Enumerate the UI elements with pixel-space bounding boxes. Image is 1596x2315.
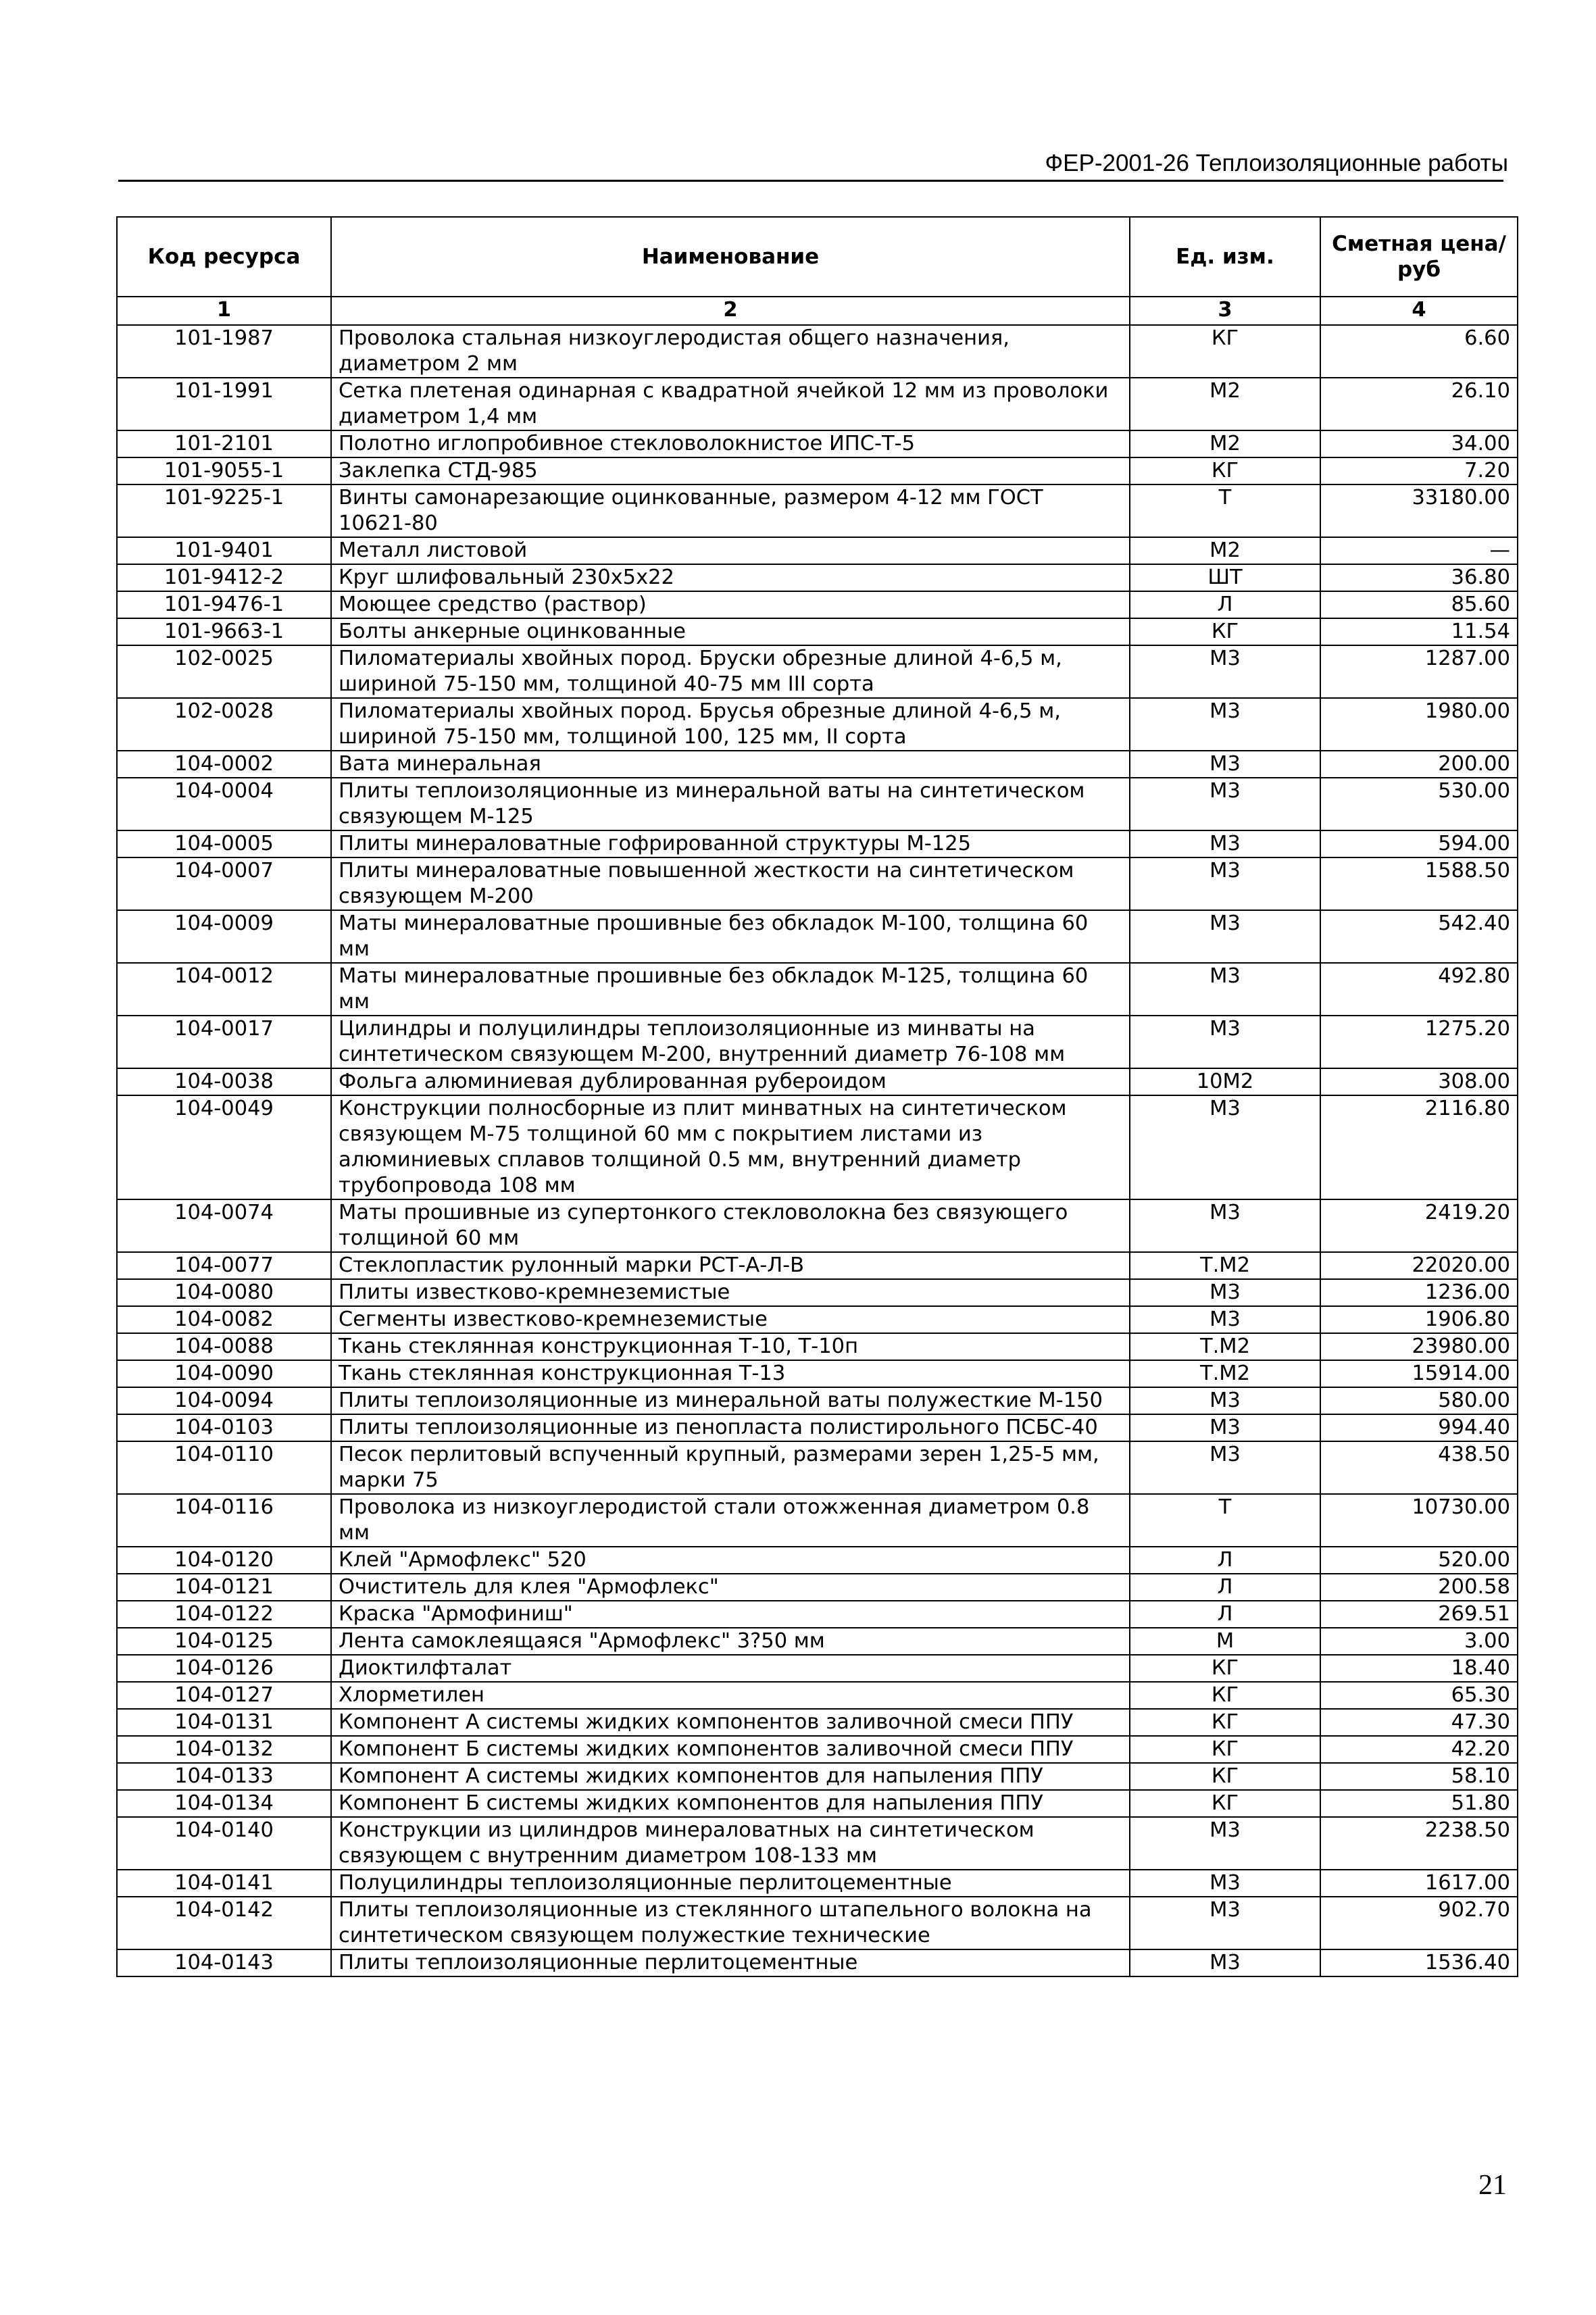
name-cell: Маты минераловатные прошивные без обкладок М-125, толщина 60 мм bbox=[331, 963, 1130, 1016]
unit-cell: М3 bbox=[1130, 1199, 1320, 1252]
name-cell: Фольга алюминиевая дублированная рубероидом bbox=[331, 1068, 1130, 1095]
column-header-name: Наименование bbox=[331, 217, 1130, 297]
name-cell: Ткань стеклянная конструкционная Т-13 bbox=[331, 1360, 1130, 1387]
code-cell: 104-0141 bbox=[117, 1870, 331, 1897]
code-cell: 102-0028 bbox=[117, 698, 331, 751]
table-row bbox=[117, 537, 1518, 564]
name-cell: Плиты известково-кремнеземистые bbox=[331, 1279, 1130, 1306]
table-row bbox=[117, 1628, 1518, 1655]
table-row bbox=[117, 963, 1518, 1016]
table-row bbox=[117, 645, 1518, 698]
unit-cell: М3 bbox=[1130, 857, 1320, 910]
code-cell: 104-0038 bbox=[117, 1068, 331, 1095]
unit-cell: КГ bbox=[1130, 1655, 1320, 1682]
name-cell: Плиты минераловатные гофрированной структуры М-125 bbox=[331, 830, 1130, 857]
table-row bbox=[117, 1682, 1518, 1709]
name-cell: Лента самоклеящаяся "Армофлекс" 3?50 мм bbox=[331, 1628, 1130, 1655]
code-cell: 104-0012 bbox=[117, 963, 331, 1016]
name-cell: Компонент Б системы жидких компонентов заливочной смеси ППУ bbox=[331, 1736, 1130, 1763]
table-row bbox=[117, 1252, 1518, 1279]
unit-cell: М3 bbox=[1130, 1949, 1320, 1976]
price-cell: 58.10 bbox=[1320, 1763, 1518, 1790]
page-number: 21 bbox=[1478, 2170, 1507, 2201]
unit-cell: КГ bbox=[1130, 1682, 1320, 1709]
table-row bbox=[117, 1547, 1518, 1574]
name-cell: Компонент А системы жидких компонентов заливочной смеси ППУ bbox=[331, 1709, 1130, 1736]
table-row bbox=[117, 325, 1518, 378]
price-cell: 1275.20 bbox=[1320, 1016, 1518, 1068]
name-cell: Проволока из низкоуглеродистой стали отожженная диаметром 0.8 мм bbox=[331, 1494, 1130, 1547]
unit-cell: М3 bbox=[1130, 751, 1320, 778]
unit-cell: КГ bbox=[1130, 1709, 1320, 1736]
price-cell: 594.00 bbox=[1320, 830, 1518, 857]
price-cell: — bbox=[1320, 537, 1518, 564]
name-cell: Очиститель для клея "Армофлекс" bbox=[331, 1574, 1130, 1601]
table-row bbox=[117, 618, 1518, 645]
table-row bbox=[117, 1870, 1518, 1897]
unit-cell: КГ bbox=[1130, 325, 1320, 378]
unit-cell: Л bbox=[1130, 591, 1320, 618]
table-row bbox=[117, 857, 1518, 910]
name-cell: Маты минераловатные прошивные без обкладок М-100, толщина 60 мм bbox=[331, 910, 1130, 963]
table-row bbox=[117, 1068, 1518, 1095]
document-header-title: ФЕР-2001-26 Теплоизоляционные работы bbox=[1045, 150, 1508, 176]
unit-cell: М3 bbox=[1130, 1870, 1320, 1897]
price-cell: 492.80 bbox=[1320, 963, 1518, 1016]
name-cell: Заклепка СТД-985 bbox=[331, 457, 1130, 484]
price-cell: 6.60 bbox=[1320, 325, 1518, 378]
table-row bbox=[117, 1949, 1518, 1976]
price-cell: 1236.00 bbox=[1320, 1279, 1518, 1306]
name-cell: Плиты минераловатные повышенной жесткости на синтетическом связующем М-200 bbox=[331, 857, 1130, 910]
unit-cell: ШТ bbox=[1130, 564, 1320, 591]
code-cell: 101-9055-1 bbox=[117, 457, 331, 484]
price-cell: 1588.50 bbox=[1320, 857, 1518, 910]
code-cell: 104-0074 bbox=[117, 1199, 331, 1252]
table-row bbox=[117, 1817, 1518, 1870]
table-row bbox=[117, 778, 1518, 830]
name-cell: Пиломатериалы хвойных пород. Бруски обрезные длиной 4-6,5 м, шириной 75-150 мм, толщиной 40-75 мм III сорта bbox=[331, 645, 1130, 698]
table-row bbox=[117, 484, 1518, 537]
table-row bbox=[117, 457, 1518, 484]
unit-cell: Т.М2 bbox=[1130, 1360, 1320, 1387]
price-cell: 308.00 bbox=[1320, 1068, 1518, 1095]
table-row bbox=[117, 830, 1518, 857]
name-cell: Сетка плетеная одинарная с квадратной ячейкой 12 мм из проволоки диаметром 1,4 мм bbox=[331, 378, 1130, 430]
price-cell: 1287.00 bbox=[1320, 645, 1518, 698]
name-cell: Плиты теплоизоляционные из минеральной ваты на синтетическом связующем М-125 bbox=[331, 778, 1130, 830]
price-cell: 2116.80 bbox=[1320, 1095, 1518, 1199]
name-cell: Плиты теплоизоляционные из пенопласта полистирольного ПСБС-40 bbox=[331, 1414, 1130, 1441]
code-cell: 104-0077 bbox=[117, 1252, 331, 1279]
unit-cell: М2 bbox=[1130, 430, 1320, 457]
unit-cell: Т.М2 bbox=[1130, 1252, 1320, 1279]
unit-cell: М3 bbox=[1130, 1817, 1320, 1870]
price-cell: 26.10 bbox=[1320, 378, 1518, 430]
table-row bbox=[117, 1414, 1518, 1441]
price-cell: 11.54 bbox=[1320, 618, 1518, 645]
unit-cell: М3 bbox=[1130, 1016, 1320, 1068]
code-cell: 104-0103 bbox=[117, 1414, 331, 1441]
price-cell: 580.00 bbox=[1320, 1387, 1518, 1414]
name-cell: Пиломатериалы хвойных пород. Брусья обрезные длиной 4-6,5 м, шириной 75-150 мм, толщиной 100, 125 мм, II сорта bbox=[331, 698, 1130, 751]
unit-cell: Т bbox=[1130, 1494, 1320, 1547]
code-cell: 101-9225-1 bbox=[117, 484, 331, 537]
column-header-code: Код ресурса bbox=[117, 217, 331, 297]
code-cell: 104-0120 bbox=[117, 1547, 331, 1574]
code-cell: 104-0002 bbox=[117, 751, 331, 778]
unit-cell: Т bbox=[1130, 484, 1320, 537]
code-cell: 104-0110 bbox=[117, 1441, 331, 1494]
price-cell: 1536.40 bbox=[1320, 1949, 1518, 1976]
table-row bbox=[117, 1016, 1518, 1068]
code-cell: 104-0007 bbox=[117, 857, 331, 910]
table-row bbox=[117, 1306, 1518, 1333]
unit-cell: М3 bbox=[1130, 963, 1320, 1016]
unit-cell: КГ bbox=[1130, 1763, 1320, 1790]
code-cell: 104-0122 bbox=[117, 1601, 331, 1628]
price-cell: 18.40 bbox=[1320, 1655, 1518, 1682]
price-cell: 15914.00 bbox=[1320, 1360, 1518, 1387]
table-row bbox=[117, 1897, 1518, 1949]
unit-cell: М3 bbox=[1130, 645, 1320, 698]
column-number: 3 bbox=[1130, 297, 1320, 325]
table-row bbox=[117, 1601, 1518, 1628]
price-cell: 36.80 bbox=[1320, 564, 1518, 591]
unit-cell: М3 bbox=[1130, 1306, 1320, 1333]
unit-cell: М3 bbox=[1130, 830, 1320, 857]
code-cell: 104-0132 bbox=[117, 1736, 331, 1763]
code-cell: 104-0126 bbox=[117, 1655, 331, 1682]
resource-price-table bbox=[116, 216, 1518, 1977]
code-cell: 104-0127 bbox=[117, 1682, 331, 1709]
code-cell: 104-0142 bbox=[117, 1897, 331, 1949]
unit-cell: М2 bbox=[1130, 537, 1320, 564]
price-cell: 22020.00 bbox=[1320, 1252, 1518, 1279]
table-row bbox=[117, 1387, 1518, 1414]
price-cell: 530.00 bbox=[1320, 778, 1518, 830]
price-cell: 42.20 bbox=[1320, 1736, 1518, 1763]
price-cell: 2238.50 bbox=[1320, 1817, 1518, 1870]
price-cell: 51.80 bbox=[1320, 1790, 1518, 1817]
price-cell: 23980.00 bbox=[1320, 1333, 1518, 1360]
price-cell: 542.40 bbox=[1320, 910, 1518, 963]
code-cell: 104-0082 bbox=[117, 1306, 331, 1333]
name-cell: Хлорметилен bbox=[331, 1682, 1130, 1709]
code-cell: 101-2101 bbox=[117, 430, 331, 457]
unit-cell: М3 bbox=[1130, 778, 1320, 830]
price-cell: 1617.00 bbox=[1320, 1870, 1518, 1897]
name-cell: Металл листовой bbox=[331, 537, 1130, 564]
column-number: 4 bbox=[1320, 297, 1518, 325]
code-cell: 101-9401 bbox=[117, 537, 331, 564]
price-cell: 200.00 bbox=[1320, 751, 1518, 778]
table-row bbox=[117, 1736, 1518, 1763]
unit-cell: 10М2 bbox=[1130, 1068, 1320, 1095]
unit-cell: Л bbox=[1130, 1601, 1320, 1628]
table-row bbox=[117, 1279, 1518, 1306]
code-cell: 104-0134 bbox=[117, 1790, 331, 1817]
unit-cell: М2 bbox=[1130, 378, 1320, 430]
price-cell: 3.00 bbox=[1320, 1628, 1518, 1655]
name-cell: Круг шлифовальный 230х5х22 bbox=[331, 564, 1130, 591]
column-header-unit: Ед. изм. bbox=[1130, 217, 1320, 297]
column-number-row bbox=[117, 297, 1518, 325]
unit-cell: Л bbox=[1130, 1574, 1320, 1601]
name-cell: Ткань стеклянная конструкционная Т-10, Т-10п bbox=[331, 1333, 1130, 1360]
code-cell: 104-0005 bbox=[117, 830, 331, 857]
code-cell: 104-0049 bbox=[117, 1095, 331, 1199]
price-cell: 994.40 bbox=[1320, 1414, 1518, 1441]
column-number: 1 bbox=[117, 297, 331, 325]
unit-cell: КГ bbox=[1130, 1790, 1320, 1817]
header-rule bbox=[118, 180, 1503, 182]
table-row bbox=[117, 1574, 1518, 1601]
name-cell: Полотно иглопробивное стекловолокнистое ИПС-Т-5 bbox=[331, 430, 1130, 457]
name-cell: Моющее средство (раствор) bbox=[331, 591, 1130, 618]
price-cell: 33180.00 bbox=[1320, 484, 1518, 537]
unit-cell: КГ bbox=[1130, 457, 1320, 484]
unit-cell: Т.М2 bbox=[1130, 1333, 1320, 1360]
code-cell: 104-0140 bbox=[117, 1817, 331, 1870]
table-row bbox=[117, 698, 1518, 751]
price-cell: 1906.80 bbox=[1320, 1306, 1518, 1333]
table-row bbox=[117, 910, 1518, 963]
price-cell: 65.30 bbox=[1320, 1682, 1518, 1709]
price-cell: 902.70 bbox=[1320, 1897, 1518, 1949]
code-cell: 104-0094 bbox=[117, 1387, 331, 1414]
code-cell: 102-0025 bbox=[117, 645, 331, 698]
name-cell: Плиты теплоизоляционные из стеклянного штапельного волокна на синтетическом связующем полужесткие технические bbox=[331, 1897, 1130, 1949]
code-cell: 104-0121 bbox=[117, 1574, 331, 1601]
name-cell: Краска "Армофиниш" bbox=[331, 1601, 1130, 1628]
table-row bbox=[117, 591, 1518, 618]
table-row bbox=[117, 430, 1518, 457]
price-cell: 1980.00 bbox=[1320, 698, 1518, 751]
table-row bbox=[117, 1494, 1518, 1547]
unit-cell: М bbox=[1130, 1628, 1320, 1655]
table-row bbox=[117, 1790, 1518, 1817]
table-row bbox=[117, 378, 1518, 430]
name-cell: Компонент А системы жидких компонентов для напыления ППУ bbox=[331, 1763, 1130, 1790]
name-cell: Стеклопластик рулонный марки РСТ-А-Л-В bbox=[331, 1252, 1130, 1279]
price-cell: 7.20 bbox=[1320, 457, 1518, 484]
table-row bbox=[117, 564, 1518, 591]
name-cell: Клей "Армофлекс" 520 bbox=[331, 1547, 1130, 1574]
price-cell: 34.00 bbox=[1320, 430, 1518, 457]
table-header-row bbox=[117, 217, 1518, 297]
code-cell: 101-1987 bbox=[117, 325, 331, 378]
name-cell: Диоктилфталат bbox=[331, 1655, 1130, 1682]
code-cell: 104-0009 bbox=[117, 910, 331, 963]
code-cell: 101-1991 bbox=[117, 378, 331, 430]
unit-cell: М3 bbox=[1130, 1897, 1320, 1949]
price-cell: 10730.00 bbox=[1320, 1494, 1518, 1547]
unit-cell: М3 bbox=[1130, 1414, 1320, 1441]
table-row bbox=[117, 1360, 1518, 1387]
column-header-price: Сметная цена/руб bbox=[1320, 217, 1518, 297]
price-cell: 269.51 bbox=[1320, 1601, 1518, 1628]
code-cell: 104-0143 bbox=[117, 1949, 331, 1976]
name-cell: Проволока стальная низкоуглеродистая общего назначения, диаметром 2 мм bbox=[331, 325, 1130, 378]
name-cell: Болты анкерные оцинкованные bbox=[331, 618, 1130, 645]
table-row bbox=[117, 1333, 1518, 1360]
price-cell: 85.60 bbox=[1320, 591, 1518, 618]
table-row bbox=[117, 751, 1518, 778]
column-number: 2 bbox=[331, 297, 1130, 325]
name-cell: Песок перлитовый вспученный крупный, размерами зерен 1,25-5 мм, марки 75 bbox=[331, 1441, 1130, 1494]
name-cell: Полуцилиндры теплоизоляционные перлитоцементные bbox=[331, 1870, 1130, 1897]
code-cell: 104-0116 bbox=[117, 1494, 331, 1547]
name-cell: Конструкции из цилиндров минераловатных на синтетическом связующем с внутренним диаметром 108-133 мм bbox=[331, 1817, 1130, 1870]
price-cell: 438.50 bbox=[1320, 1441, 1518, 1494]
unit-cell: М3 bbox=[1130, 1279, 1320, 1306]
unit-cell: Л bbox=[1130, 1547, 1320, 1574]
name-cell: Цилиндры и полуцилиндры теплоизоляционные из минваты на синтетическом связующем М-200, внутренний диаметр 76-108 мм bbox=[331, 1016, 1130, 1068]
code-cell: 101-9412-2 bbox=[117, 564, 331, 591]
code-cell: 101-9663-1 bbox=[117, 618, 331, 645]
unit-cell: М3 bbox=[1130, 910, 1320, 963]
code-cell: 104-0080 bbox=[117, 1279, 331, 1306]
name-cell: Плиты теплоизоляционные из минеральной ваты полужесткие М-150 bbox=[331, 1387, 1130, 1414]
table-row bbox=[117, 1709, 1518, 1736]
name-cell: Конструкции полносборные из плит минватных на синтетическом связующем М-75 толщиной 60 мм с покрытием листами из алюминиевых сплавов толщиной 0.5 мм, внутренний диаметр трубопровода 108 мм bbox=[331, 1095, 1130, 1199]
table-row bbox=[117, 1199, 1518, 1252]
unit-cell: М3 bbox=[1130, 1387, 1320, 1414]
table-row bbox=[117, 1441, 1518, 1494]
table-body bbox=[117, 325, 1518, 1976]
code-cell: 104-0133 bbox=[117, 1763, 331, 1790]
name-cell: Винты самонарезающие оцинкованные, размером 4-12 мм ГОСТ 10621-80 bbox=[331, 484, 1130, 537]
unit-cell: КГ bbox=[1130, 1736, 1320, 1763]
code-cell: 104-0017 bbox=[117, 1016, 331, 1068]
price-cell: 47.30 bbox=[1320, 1709, 1518, 1736]
code-cell: 104-0090 bbox=[117, 1360, 331, 1387]
code-cell: 104-0131 bbox=[117, 1709, 331, 1736]
unit-cell: М3 bbox=[1130, 1095, 1320, 1199]
name-cell: Плиты теплоизоляционные перлитоцементные bbox=[331, 1949, 1130, 1976]
unit-cell: КГ bbox=[1130, 618, 1320, 645]
name-cell: Маты прошивные из супертонкого стекловолокна без связующего толщиной 60 мм bbox=[331, 1199, 1130, 1252]
price-cell: 200.58 bbox=[1320, 1574, 1518, 1601]
price-cell: 2419.20 bbox=[1320, 1199, 1518, 1252]
code-cell: 104-0088 bbox=[117, 1333, 331, 1360]
code-cell: 104-0125 bbox=[117, 1628, 331, 1655]
price-cell: 520.00 bbox=[1320, 1547, 1518, 1574]
table-row bbox=[117, 1655, 1518, 1682]
code-cell: 101-9476-1 bbox=[117, 591, 331, 618]
unit-cell: М3 bbox=[1130, 1441, 1320, 1494]
table-row bbox=[117, 1763, 1518, 1790]
table-row bbox=[117, 1095, 1518, 1199]
code-cell: 104-0004 bbox=[117, 778, 331, 830]
name-cell: Компонент Б системы жидких компонентов для напыления ППУ bbox=[331, 1790, 1130, 1817]
name-cell: Вата минеральная bbox=[331, 751, 1130, 778]
unit-cell: М3 bbox=[1130, 698, 1320, 751]
name-cell: Сегменты известково-кремнеземистые bbox=[331, 1306, 1130, 1333]
